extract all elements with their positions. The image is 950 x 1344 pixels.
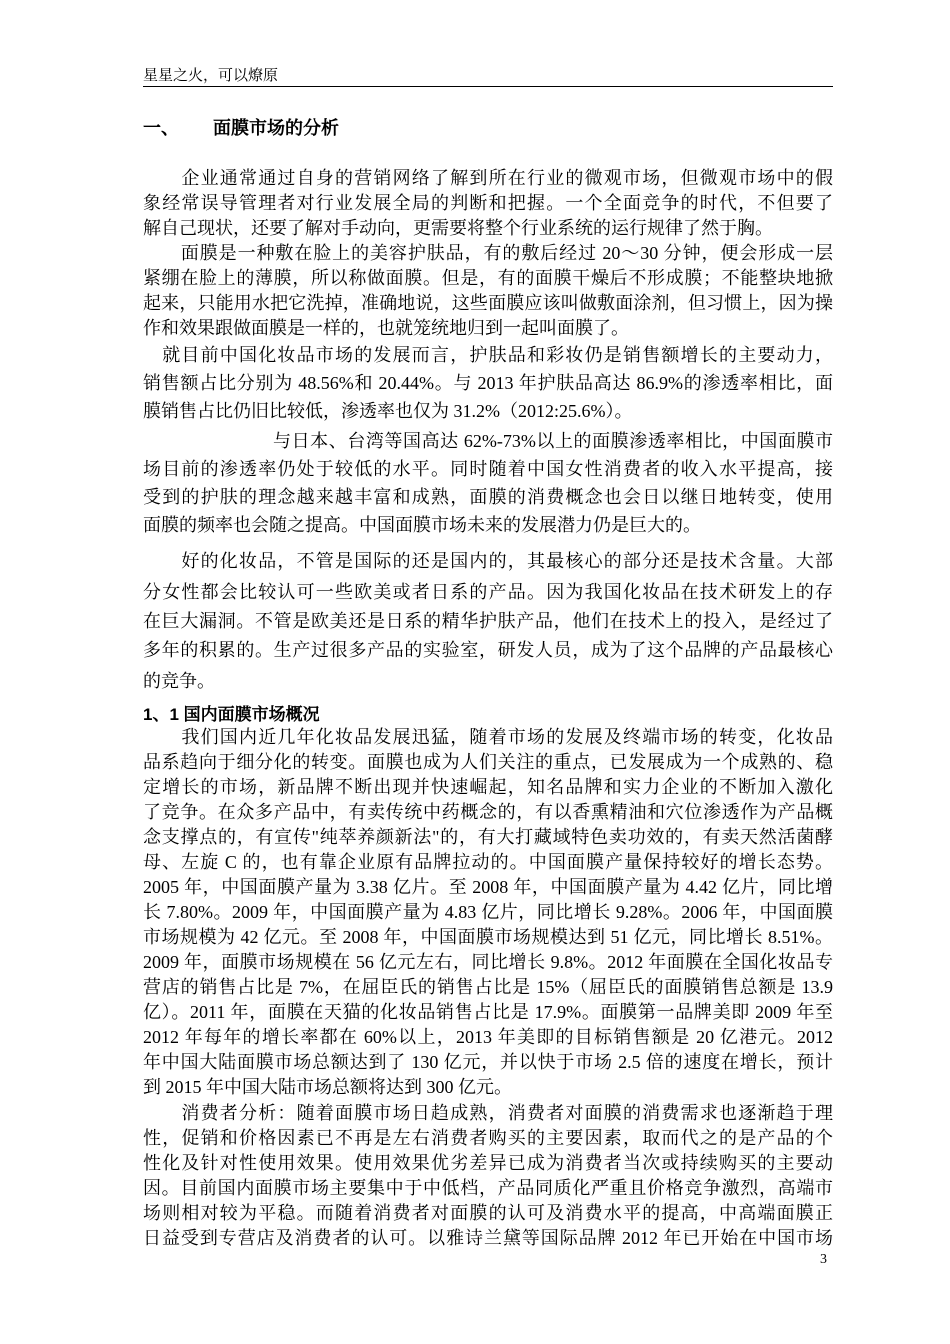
- text-line: 消费者分析：随着面膜市场日趋成熟，消费者对面膜的消费需求也逐渐趋于理: [143, 1103, 833, 1123]
- text-line: 与日本、台湾等国高达 62%-73%以上的面膜渗透率相比，中国面膜市: [143, 431, 833, 451]
- text-line: 性化及针对性使用效果。使用效果优劣差异已成为消费者当次或持续购买的主要动: [143, 1153, 833, 1173]
- text-line: 销售额占比分别为 48.56%和 20.44%。与 2013 年护肤品高达 86.9%的渗透率相比，面: [143, 373, 833, 393]
- text-line: 受到的护肤的理念越来越丰富和成熟，面膜的消费概念也会日以继日地转变，使用: [143, 487, 833, 507]
- text-line: 定增长的市场，新品牌不断出现并快速崛起，知名品牌和实力企业的不断加入激化: [143, 777, 833, 797]
- text-line: 长 7.80%。2009 年，中国面膜产量为 4.83 亿片，同比增长 9.28%。2006 年，中国面膜: [143, 902, 833, 922]
- text-line: 营店的销售占比是 7%，在屈臣氏的销售占比是 15%（屈臣氏的面膜销售总额是 13.9: [143, 977, 833, 997]
- text-line: 象经常误导管理者对行业发展全局的判断和把握。一个全面竞争的时代，不但要了: [143, 193, 833, 213]
- text-line: 我们国内近几年化妆品发展迅猛，随着市场的发展及终端市场的转变，化妆品: [143, 727, 833, 747]
- text-line: 到 2015 年中国大陆市场总额将达到 300 亿元。: [143, 1077, 512, 1097]
- text-line: 2005 年，中国面膜产量为 3.38 亿片。至 2008 年，中国面膜产量为 4.42 亿片，同比增: [143, 877, 833, 897]
- page-header: 星星之火，可以燎原: [143, 68, 279, 84]
- text-line: 念支撑点的，有宣传"纯萃养颜新法"的，有大打藏域特色卖功效的，有卖天然活菌酵: [143, 827, 833, 847]
- text-line: 2009 年，面膜市场规模在 56 亿元左右，同比增长 9.8%。2012 年面膜在全国化妆品专: [143, 952, 833, 972]
- text-line: 就目前中国化妆品市场的发展而言，护肤品和彩妆仍是销售额增长的主要动力，: [143, 345, 833, 365]
- text-line: 因。目前国内面膜市场主要集中于中低档，产品同质化严重且价格竞争激烈，高端市: [143, 1178, 833, 1198]
- text-line: 品系趋向于细分化的转变。面膜也成为人们关注的重点，已发展成为一个成熟的、稳: [143, 752, 833, 772]
- section-title: 面膜市场的分析: [213, 118, 339, 138]
- text-line: 分女性都会比较认可一些欧美或者日系的产品。因为我国化妆品在技术研发上的存: [143, 582, 833, 602]
- header-rule: [143, 86, 833, 87]
- text-line: 膜销售占比仍旧比较低，渗透率也仅为 31.2%（2012:25.6%）。: [143, 401, 633, 421]
- text-line: 性，促销和价格因素已不再是左右消费者购买的主要因素，取而代之的是产品的个: [143, 1128, 833, 1148]
- text-line: 多年的积累的。生产过很多产品的实验室，研发人员，成为了这个品牌的产品最核心: [143, 640, 833, 660]
- text-line: 亿）。2011 年，面膜在天猫的化妆品销售占比是 17.9%。面膜第一品牌美即 2009 年至: [143, 1002, 833, 1022]
- text-line: 解自己现状，还要了解对手动向，更需要将整个行业系统的运行规律了然于胸。: [143, 218, 773, 238]
- text-line: 场目前的渗透率仍处于较低的水平。同时随着中国女性消费者的收入水平提高，接: [143, 459, 833, 479]
- text-line: 面膜的频率也会随之提高。中国面膜市场未来的发展潜力仍是巨大的。: [143, 515, 701, 535]
- text-line: 了竞争。在众多产品中，有卖传统中药概念的，有以香熏精油和穴位渗透作为产品概: [143, 802, 833, 822]
- page-number: 3: [820, 1252, 827, 1267]
- text-line: 紧绷在脸上的薄膜，所以称做面膜。但是，有的面膜干燥后不形成膜；不能整块地掀: [143, 268, 833, 288]
- text-line: 作和效果跟做面膜是一样的，也就笼统地归到一起叫面膜了。: [143, 318, 629, 338]
- text-line: 起来，只能用水把它洗掉，准确地说，这些面膜应该叫做敷面涂剂，但习惯上，因为操: [143, 293, 833, 313]
- section-heading: [143, 114, 339, 140]
- text-line: 企业通常通过自身的营销网络了解到所在行业的微观市场，但微观市场中的假: [143, 168, 833, 188]
- text-line: 面膜是一种敷在脸上的美容护肤品，有的敷后经过 20～30 分钟，便会形成一层: [143, 243, 833, 263]
- text-line: 2012 年每年的增长率都在 60%以上，2013 年美即的目标销售额是 20 亿港元。2012: [143, 1027, 833, 1047]
- text-line: 日益受到专营店及消费者的认可。以雅诗兰黛等国际品牌 2012 年已开始在中国市场: [143, 1228, 833, 1248]
- subsection-heading: 1、1 国内面膜市场概况: [143, 705, 320, 724]
- text-line: 年中国大陆面膜市场总额达到了 130 亿元，并以快于市场 2.5 倍的速度在增长，预计: [143, 1052, 833, 1072]
- text-line: 场则相对较为平稳。而随着消费者对面膜的认可及消费水平的提高，中高端面膜正: [143, 1203, 833, 1223]
- text-line: 好的化妆品，不管是国际的还是国内的，其最核心的部分还是技术含量。大部: [143, 551, 833, 571]
- text-line: 的竞争。: [143, 671, 215, 691]
- text-line: 在巨大漏洞。不管是欧美还是日系的精华护肤产品，他们在技术上的投入，是经过了: [143, 611, 833, 631]
- text-line: 市场规模为 42 亿元。至 2008 年，中国面膜市场规模达到 51 亿元，同比增长 8.51%。: [143, 927, 833, 947]
- text-line: 母、左旋 C 的，也有靠企业原有品牌拉动的。中国面膜产量保持较好的增长态势。: [143, 852, 833, 872]
- section-number: 一、: [143, 118, 179, 138]
